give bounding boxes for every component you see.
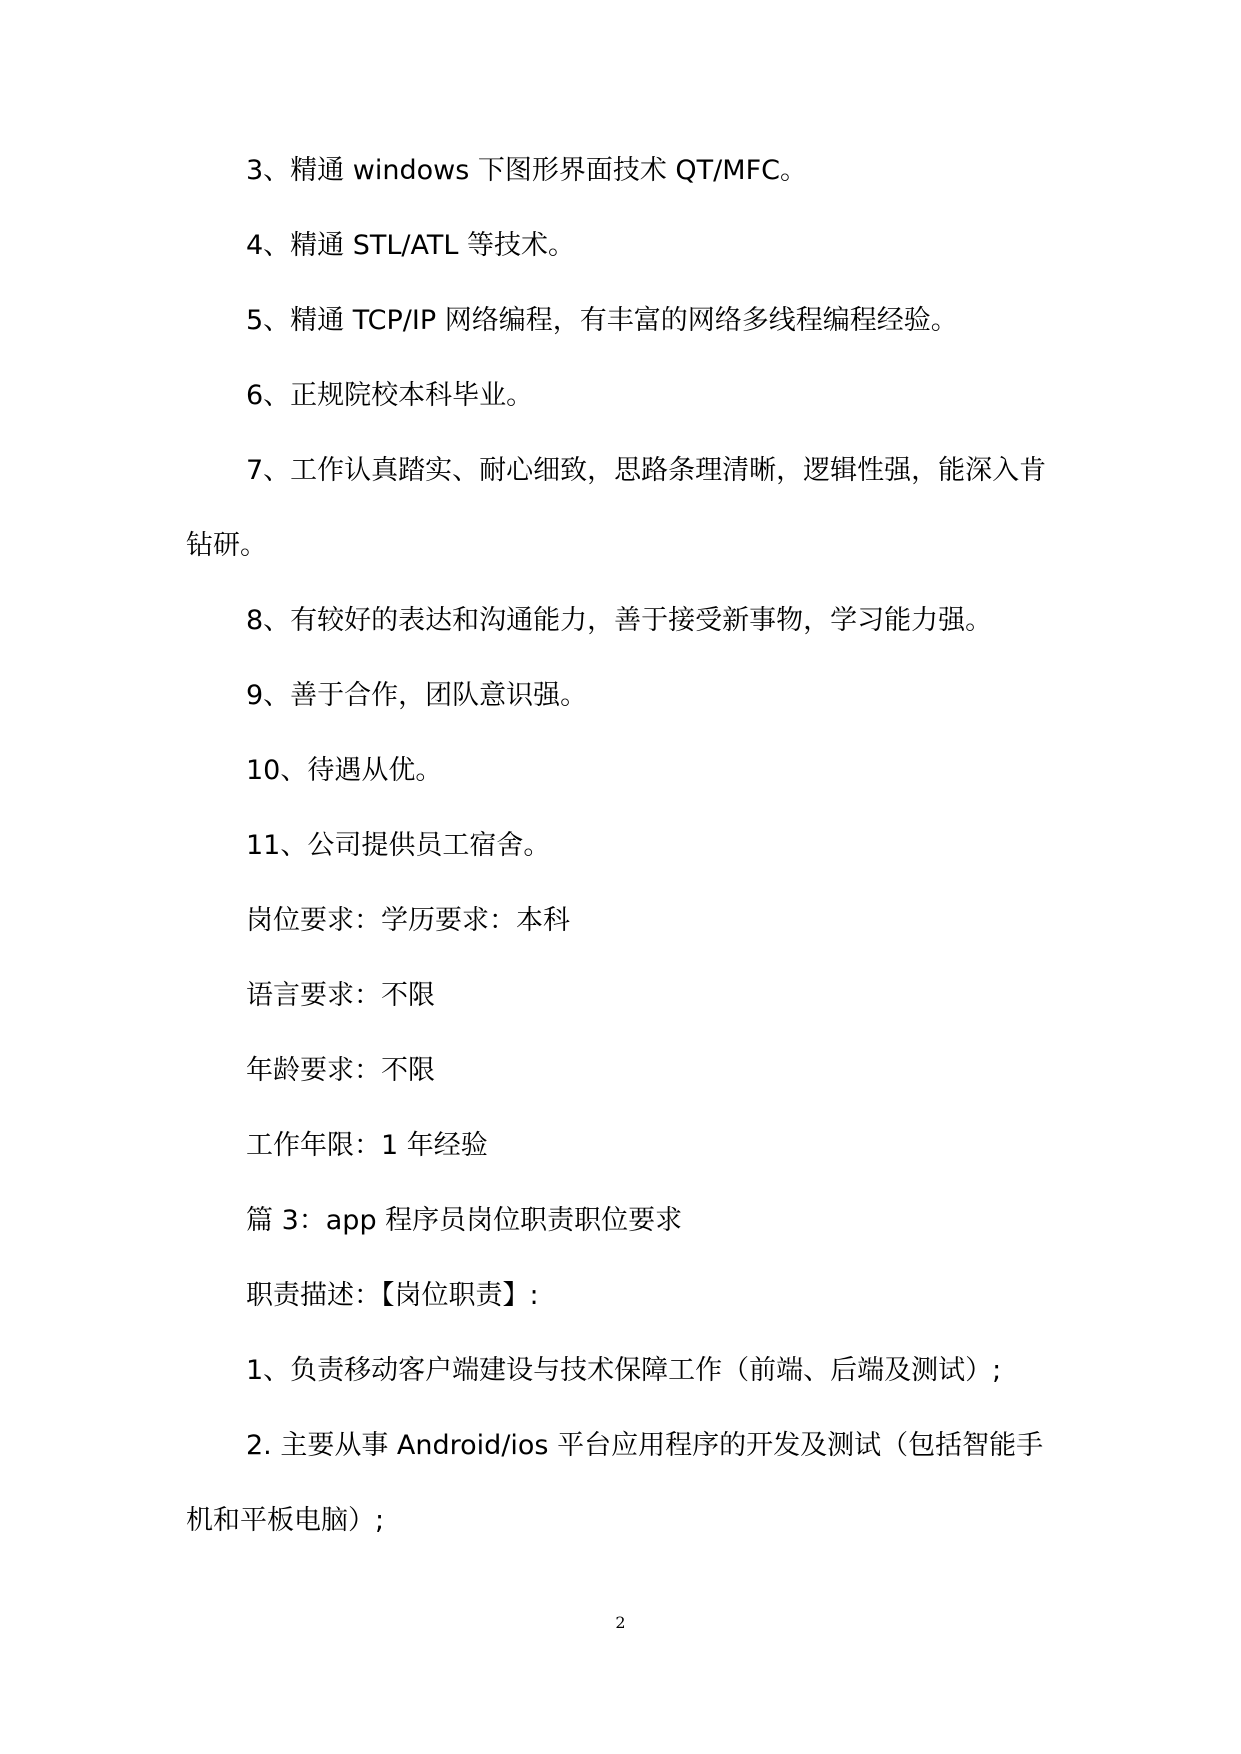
paragraph-duty-2: 2. 主要从事 Android/ios 平台应用程序的开发及测试（包括智能手机和平板电脑）; (186, 1430, 1044, 1536)
paragraph-item-11: 11、公司提供员工宿舍。 (246, 830, 551, 861)
paragraph-item-5: 5、精通 TCP/IP 网络编程，有丰富的网络多线程编程经验。 (246, 305, 958, 336)
paragraph-age-requirement: 年龄要求：不限 (246, 1055, 435, 1086)
paragraph-item-4: 4、精通 STL/ATL 等技术。 (246, 230, 576, 261)
paragraph-item-10: 10、待遇从优。 (246, 755, 443, 786)
paragraph-item-8: 8、有较好的表达和沟通能力，善于接受新事物，学习能力强。 (246, 605, 993, 636)
paragraph-work-experience: 工作年限：1 年经验 (246, 1130, 488, 1161)
paragraph-language-requirement: 语言要求：不限 (246, 980, 435, 1011)
paragraph-duty-1: 1、负责移动客户端建设与技术保障工作（前端、后端及测试）; (246, 1355, 1002, 1386)
page-number: 2 (615, 1613, 626, 1632)
paragraph-duty-description: 职责描述：【岗位职责】: (246, 1280, 539, 1311)
paragraph-item-9: 9、善于合作，团队意识强。 (246, 680, 588, 711)
paragraph-item-3: 3、精通 windows 下图形界面技术 QT/MFC。 (246, 155, 807, 186)
paragraph-item-6: 6、正规院校本科毕业。 (246, 380, 534, 411)
section-heading: 篇 3：app 程序员岗位职责职位要求 (246, 1205, 683, 1236)
paragraph-job-requirements: 岗位要求：学历要求：本科 (246, 905, 570, 936)
paragraph-item-7: 7、工作认真踏实、耐心细致，思路条理清晰，逻辑性强，能深入肯钻研。 (186, 455, 1047, 561)
